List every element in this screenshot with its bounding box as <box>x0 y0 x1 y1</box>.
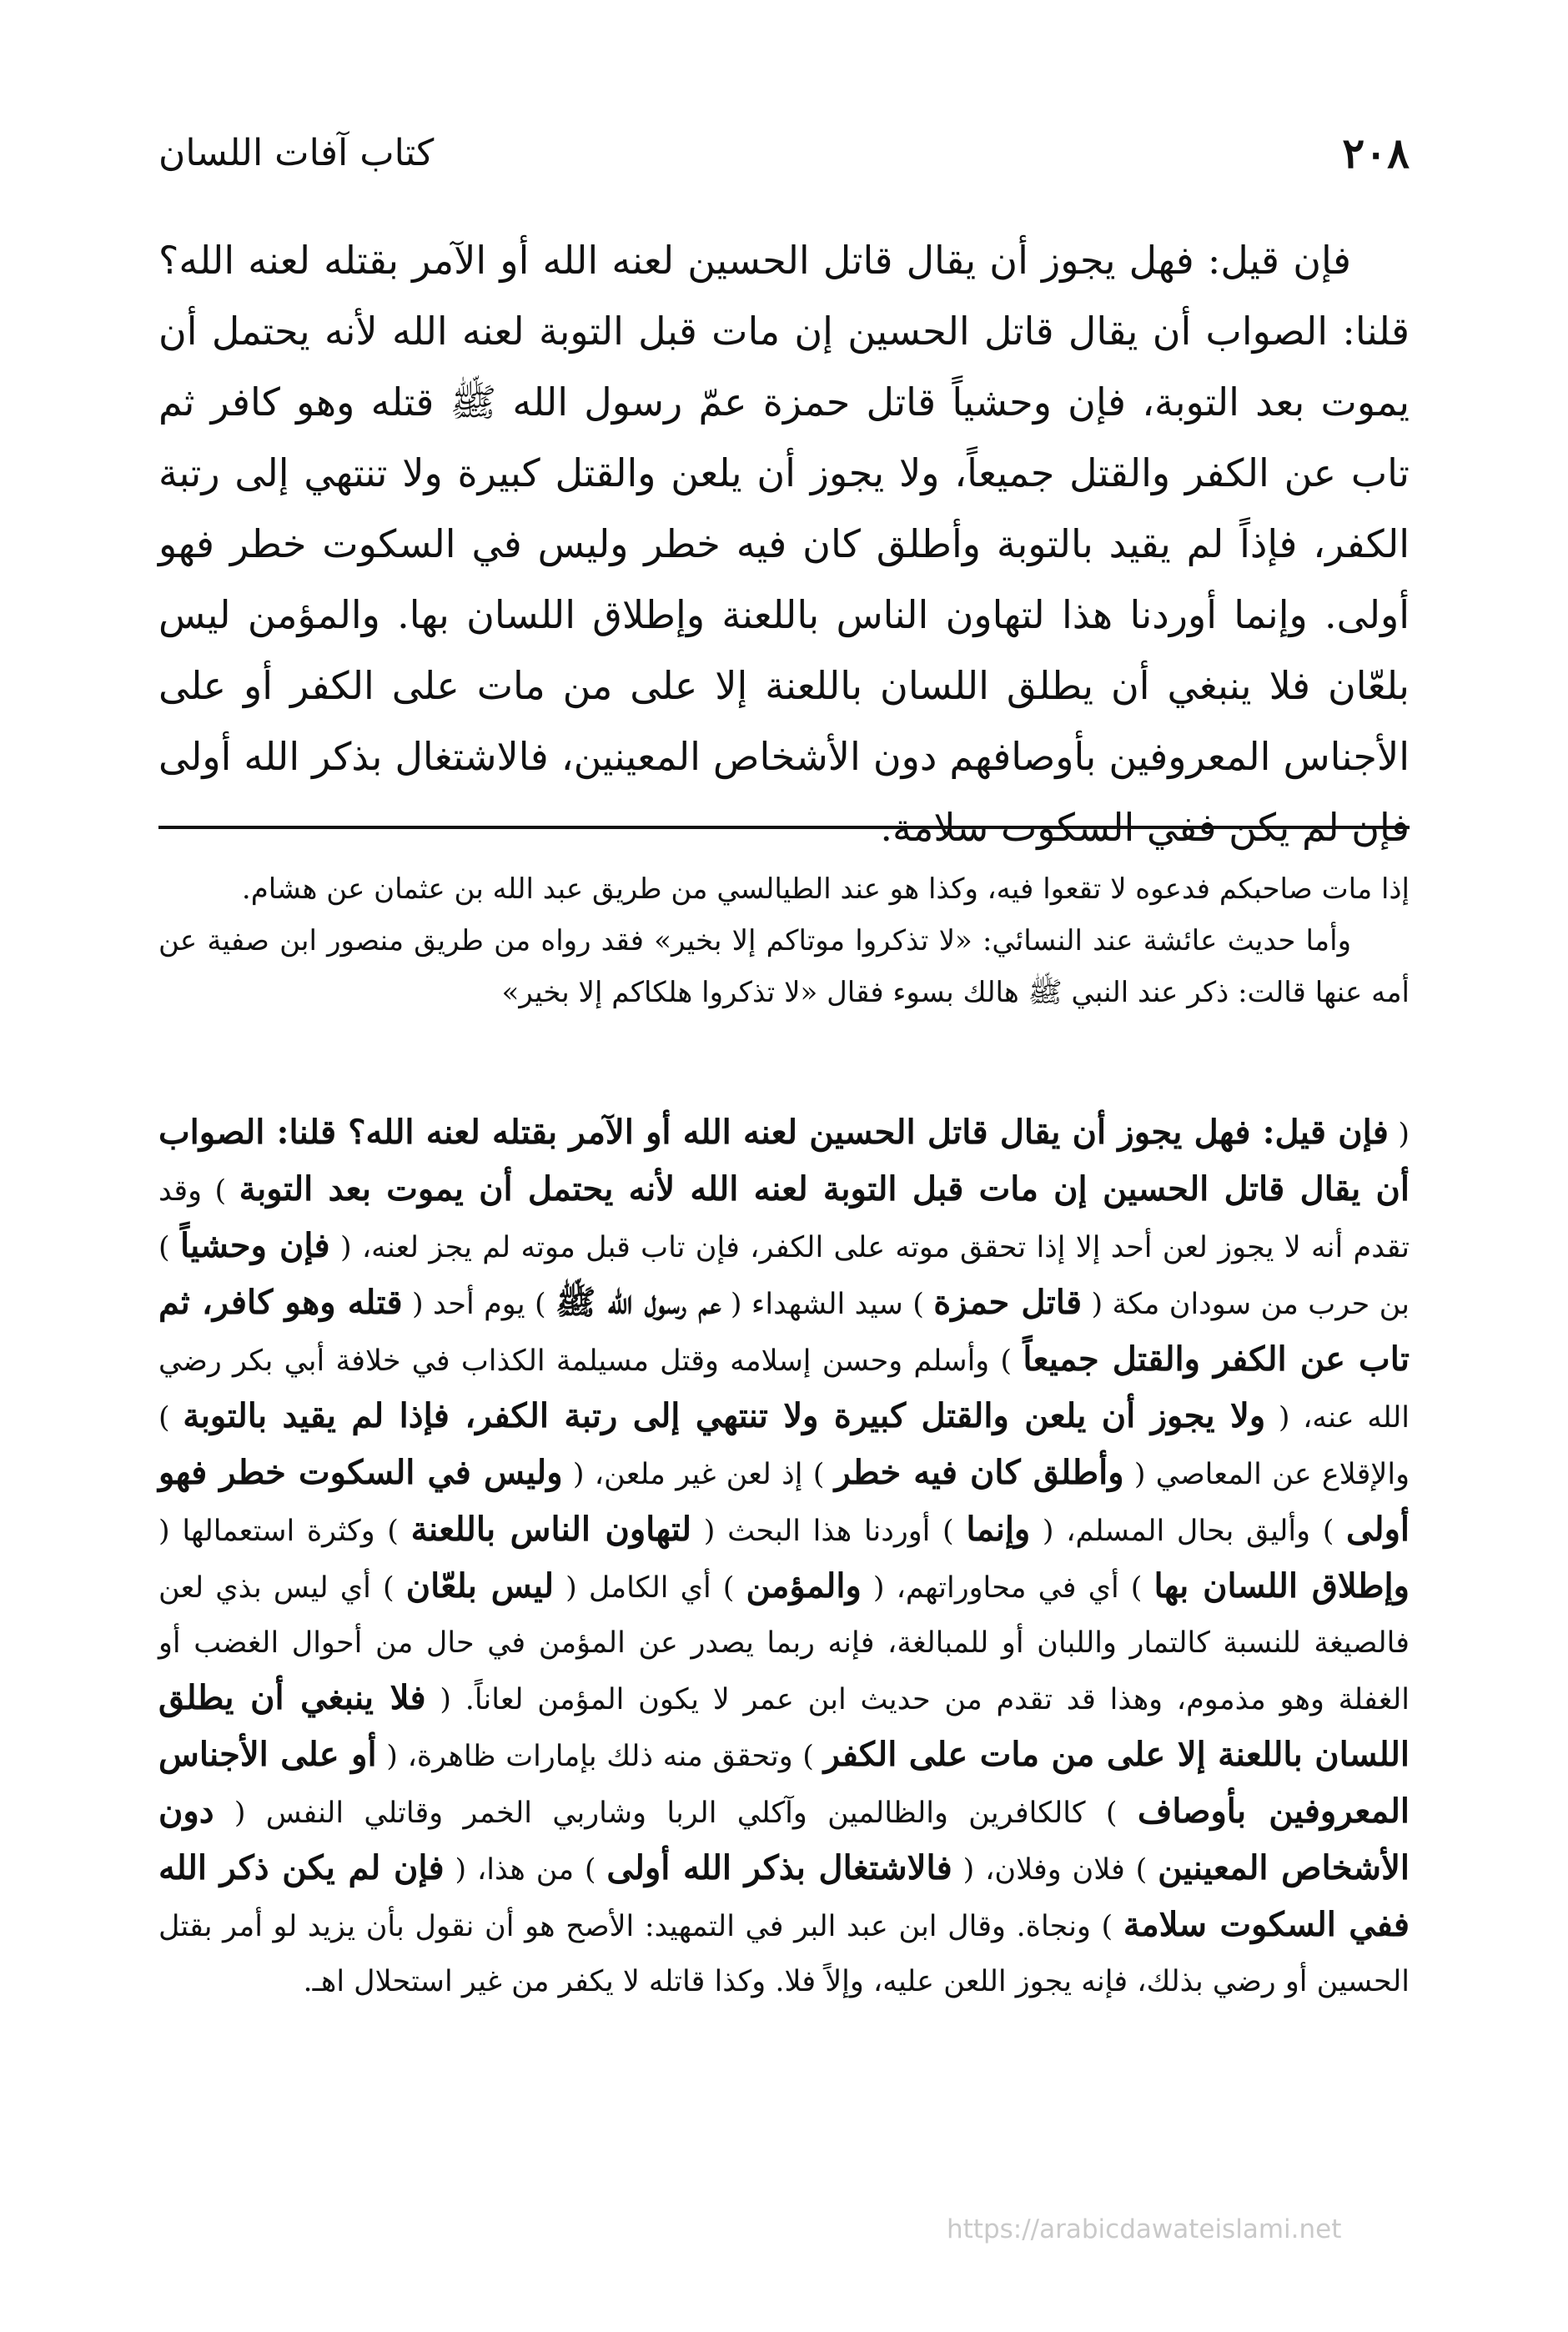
main-text <box>158 225 1410 863</box>
commentary-quoted-text: أو على الأجناس المعروفين بأوصاف <box>158 1735 1410 1831</box>
commentary-text: ) ونجاة. وقال ابن عبد البر في التمهيد: الأصح هو أن نقول بأن يزيد لو أمر بقتل الحسين أو رضي بذلك، فإنه يجوز اللعن عليه، وإلاً فلا. وكذا قاتله لا يكفر من غير استحلال اهـ. <box>158 1910 1410 1998</box>
commentary-text: ) أي ليس بذي لعن فالصيغة للنسبة كالتمار واللبان أو للمبالغة، فإنه ربما يصدر عن المؤمن في حال من أحوال الغضب أو الغفلة وهو مذموم، وهذا قد تقدم من حديث ابن عمر لا يكون المؤمن لعاناً. ( <box>158 1571 1410 1716</box>
watermark-url: https://arabicdawateislami.net <box>947 2214 1342 2244</box>
commentary-quoted-text: فلا ينبغي أن يطلق اللسان باللعنة إلا على من مات على الكفر <box>158 1678 1410 1774</box>
commentary-text: ) يوم أحد ( <box>402 1288 556 1321</box>
footnote-line-1: إذا مات صاحبكم فدعوه لا تقعوا فيه، وكذا هو عند الطيالسي من طريق عبد الله بن عثمان عن هشام. <box>241 872 1410 906</box>
commentary-text: ) فلان وفلان، ( <box>952 1853 1158 1887</box>
commentary-quoted-text: وأطلق كان فيه خطر <box>834 1453 1124 1492</box>
commentary-quoted-text: فإن وحشياً <box>179 1226 330 1265</box>
commentary-text: ) وأسلم وحسن إسلامه وقتل مسيلمة الكذاب في خلافة أبي بكر رضي الله عنه، ( <box>158 1344 1410 1435</box>
page-number: ٢٠٨ <box>1342 128 1410 178</box>
commentary-quoted-text: قتله وهو كافر، ثم تاب عن الكفر والقتل جميعاً <box>158 1283 1410 1379</box>
commentary-text: ) كالكافرين والظالمين وآكلي الربا وشاربي الخمر وقاتلي النفس ( <box>214 1797 1138 1830</box>
commentary-quoted-text: فإن لم يكن ذكر الله ففي السكوت سلامة <box>158 1848 1410 1944</box>
commentary-quoted-text: ولا يجوز أن يلعن والقتل كبيرة ولا تنتهي إلى رتبة الكفر، فإذا لم يقيد بالتوبة <box>183 1396 1266 1435</box>
commentary-text: ) سيد الشهداء ( <box>721 1288 934 1321</box>
running-header <box>158 123 1410 182</box>
commentary-quoted-text: لتهاون الناس باللعنة <box>410 1510 692 1549</box>
commentary-text: ) من هذا، ( <box>444 1853 607 1887</box>
book-title: كتاب آفات اللسان <box>158 131 435 174</box>
commentary-quoted-text: وإطلاق اللسان بها <box>1153 1566 1410 1606</box>
commentary-quoted-text: قاتل حمزة <box>933 1283 1083 1322</box>
commentary-text: ) أي في محاوراتهم، ( <box>861 1571 1154 1605</box>
commentary-quoted-text: وإنما <box>966 1510 1031 1549</box>
commentary-text: ) وتحقق منه ذلك بإمارات ظاهرة، ( <box>376 1740 824 1773</box>
commentary-quoted-text: دون الأشخاص المعينين <box>158 1792 1410 1887</box>
commentary-text: ) أوردنا هذا البحث ( <box>691 1515 967 1548</box>
commentary-quoted-text: عم رسول الله ﷺ <box>555 1283 721 1322</box>
commentary <box>158 1105 1410 2009</box>
commentary-text: ) بن حرب من سودان مكة ( <box>158 1231 1410 1321</box>
footnote <box>158 863 1410 1018</box>
footnote-line-2: وأما حديث عائشة عند النسائي: «لا تذكروا موتاكم إلا بخير» فقد رواه من طريق منصور ابن صفية عن أمه عنها قالت: ذكر عند النبي ﷺ هالك بسوء فقال «لا تذكروا هلكاكم إلا بخير» <box>158 924 1410 1009</box>
commentary-text: ) إذ لعن غير ملعن، ( <box>562 1458 835 1491</box>
commentary-quoted-text: فالاشتغال بذكر الله أولى <box>606 1848 952 1887</box>
commentary-quoted-text: والمؤمن <box>746 1566 862 1606</box>
main-paragraph: فإن قيل: فهل يجوز أن يقال قاتل الحسين لعنه الله أو الآمر بقتله لعنه الله؟ قلنا: الصواب أن يقال قاتل الحسين إن مات قبل التوبة لعنه الله لأنه يحتمل أن يموت بعد التوبة، فإن وحشياً قاتل حمزة عمّ رسول الله ﷺ قتله وهو كافر ثم تاب عن الكفر والقتل جميعاً، ولا يجوز أن يلعن والقتل كبيرة ولا تنتهي إلى رتبة الكفر، فإذاً لم يقيد بالتوبة وأطلق كان فيه خطر وليس في السكوت خطر فهو أولى. وإنما أوردنا هذا لتهاون الناس باللعنة وإطلاق اللسان بها. والمؤمن ليس بلعّان فلا ينبغي أن يطلق اللسان باللعنة إلا على من مات على الكفر أو على الأجناس المعروفين بأوصافهم دون الأشخاص المعينين، فالاشتغال بذكر الله أولى فإن لم يكن ففي السكوت سلامة. <box>158 238 1410 850</box>
commentary-paragraph <box>158 1105 1410 2009</box>
commentary-text: ) وقد تقدم أنه لا يجوز لعن أحد إلا إذا تحقق موته على الكفر، فإن تاب قبل موته لم يجز لعنه، ( <box>158 1174 1410 1264</box>
commentary-text: ) وكثرة استعمالها ( <box>158 1515 411 1548</box>
commentary-text: ) والإقلاع عن المعاصي ( <box>158 1401 1410 1491</box>
commentary-quoted-text: وليس في السكوت خطر فهو أولى <box>158 1453 1410 1549</box>
commentary-text: ( <box>1388 1118 1410 1151</box>
footnote-divider <box>158 826 1410 829</box>
commentary-text: ) أي الكامل ( <box>554 1571 746 1605</box>
commentary-quoted-text: ليس بلعّان <box>405 1566 555 1606</box>
commentary-quoted-text: فإن قيل: فهل يجوز أن يقال قاتل الحسين لعنه الله أو الآمر بقتله لعنه الله؟ قلنا: الصواب أن يقال قاتل الحسين إن مات قبل التوبة لعنه الله لأنه يحتمل أن يموت بعد التوبة <box>158 1113 1410 1209</box>
commentary-text: ) وأليق بحال المسلم، ( <box>1030 1515 1347 1548</box>
